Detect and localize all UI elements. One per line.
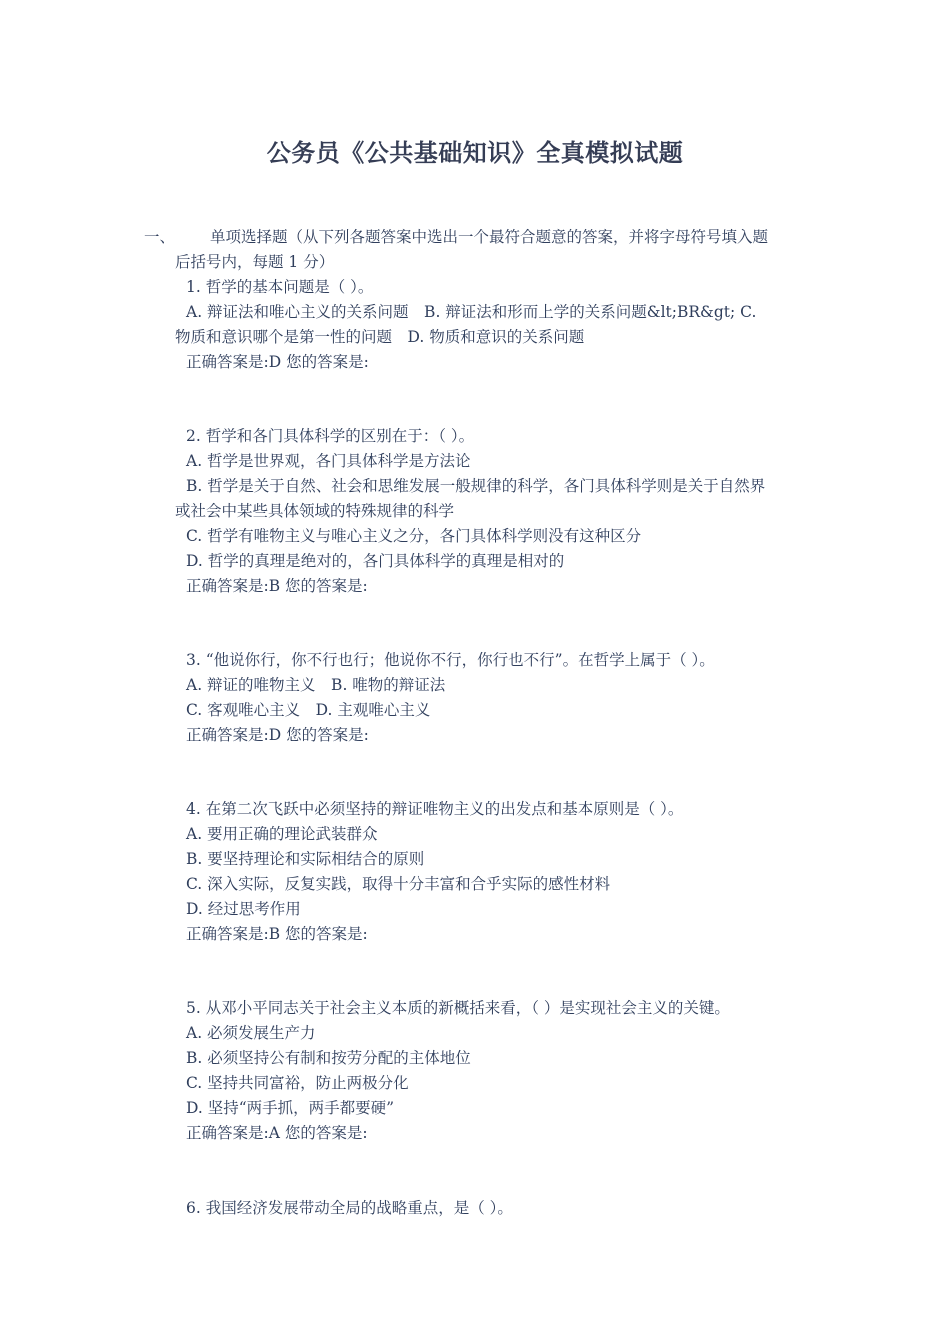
question-1-stem: 1. 哲学的基本问题是（ ）。 (186, 278, 374, 296)
question-2-option-c: C. 哲学有唯物主义与唯心主义之分，各门具体科学则没有这种区分 (186, 527, 642, 545)
question-4-option-b: B. 要坚持理论和实际相结合的原则 (186, 850, 425, 868)
question-4-option-a: A. 要用正确的理论武装群众 (186, 825, 378, 843)
question-2-option-b: B. 哲学是关于自然、社会和思维发展一般规律的科学，各门具体科学则是关于自然界 (186, 477, 766, 495)
question-4-option-d: D. 经过思考作用 (186, 900, 301, 918)
question-5-option-c: C. 坚持共同富裕，防止两极分化 (186, 1074, 409, 1092)
question-2-answer: 正确答案是:B 您的答案是: (186, 577, 368, 595)
question-5-option-d: D. 坚持“两手抓，两手都要硬” (186, 1099, 395, 1117)
question-3-answer: 正确答案是:D 您的答案是: (186, 726, 369, 744)
question-1-options-line-1: A. 辩证法和唯心主义的关系问题 B. 辩证法和形而上学的关系问题&lt;BR&gt; C. (186, 303, 757, 321)
question-3-stem: 3. “他说你行，你不行也行；他说你不行，你行也不行”。在哲学上属于（ ）。 (186, 651, 715, 669)
question-4-answer: 正确答案是:B 您的答案是: (186, 925, 368, 943)
question-1-answer: 正确答案是:D 您的答案是: (186, 353, 369, 371)
question-2-option-d: D. 哲学的真理是绝对的，各门具体科学的真理是相对的 (186, 552, 565, 570)
question-2-option-a: A. 哲学是世界观，各门具体科学是方法论 (186, 452, 471, 470)
question-3-options-line-1: A. 辩证的唯物主义 B. 唯物的辩证法 (186, 676, 446, 694)
question-3-options-line-2: C. 客观唯心主义 D. 主观唯心主义 (186, 701, 431, 719)
section-heading-line-1: 单项选择题（从下列各题答案中选出一个最符合题意的答案，并将字母符号填入题 (210, 228, 769, 246)
question-4-option-c: C. 深入实际，反复实践，取得十分丰富和合乎实际的感性材料 (186, 875, 611, 893)
question-5-answer: 正确答案是:A 您的答案是: (186, 1124, 368, 1142)
page-title: 公务员《公共基础知识》全真模拟试题 (266, 139, 684, 167)
question-4-stem: 4. 在第二次飞跃中必须坚持的辩证唯物主义的出发点和基本原则是（ ）。 (186, 800, 684, 818)
question-1-options-line-2: 物质和意识哪个是第一性的问题 D. 物质和意识的关系问题 (175, 328, 585, 346)
question-5-option-b: B. 必须坚持公有制和按劳分配的主体地位 (186, 1049, 471, 1067)
section-number: 一、 (144, 228, 176, 246)
question-2-stem: 2. 哲学和各门具体科学的区别在于：（ ）。 (186, 427, 475, 445)
section-heading-line-2: 后括号内，每题 1 分） (175, 253, 335, 271)
question-2-option-b-cont: 或社会中某些具体领域的特殊规律的科学 (175, 502, 455, 520)
question-5-stem: 5. 从邓小平同志关于社会主义本质的新概括来看，（ ）是实现社会主义的关键。 (186, 999, 730, 1017)
question-5-option-a: A. 必须发展生产力 (186, 1024, 316, 1042)
question-6-stem: 6. 我国经济发展带动全局的战略重点，是（ ）。 (186, 1199, 513, 1217)
